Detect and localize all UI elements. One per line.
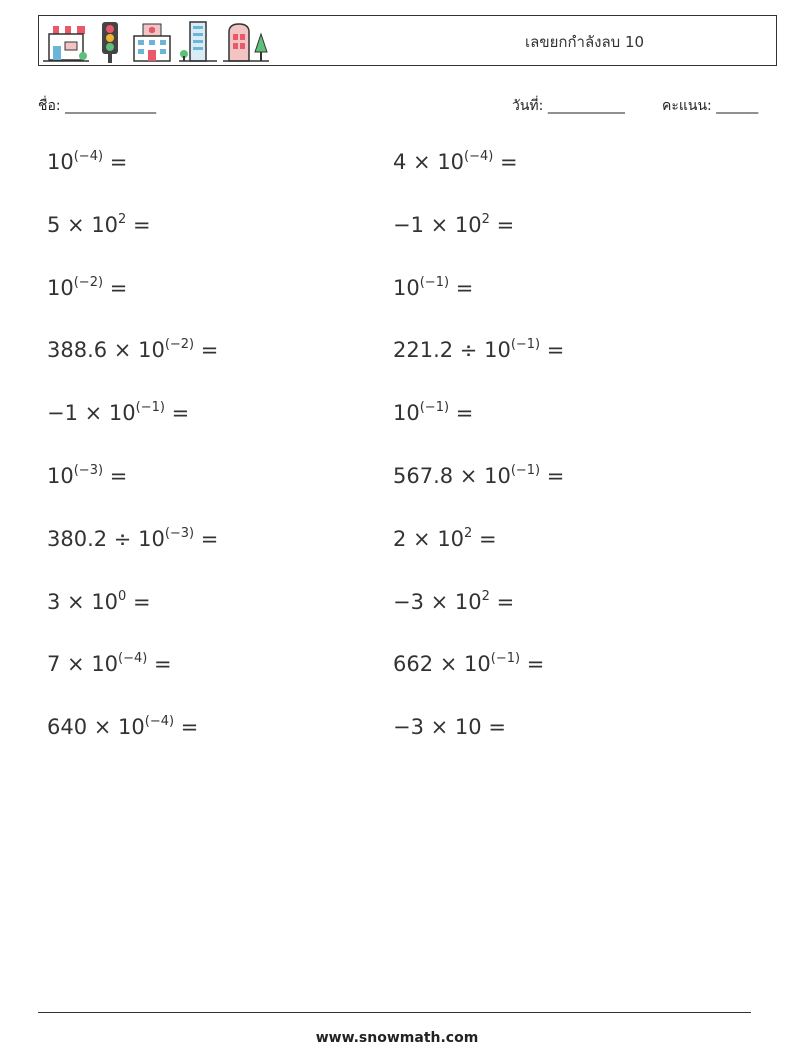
problem-base: 10 xyxy=(118,715,145,739)
equals-sign: = xyxy=(126,213,151,237)
problem-base: 10 xyxy=(484,464,511,488)
equals-sign: = xyxy=(472,527,497,551)
equals-sign: = xyxy=(194,527,219,551)
problem-exponent: (−3) xyxy=(73,463,104,478)
equals-sign: = xyxy=(164,401,190,425)
problem-base: 10 xyxy=(454,213,482,237)
equals-sign: = xyxy=(489,590,515,614)
problem-left-6 xyxy=(47,464,127,488)
problem-exponent: (−1) xyxy=(419,275,450,290)
problem-right-1 xyxy=(393,150,518,174)
equals-sign: = xyxy=(520,652,545,676)
problem-base: 10 xyxy=(393,401,420,425)
problem-right-8 xyxy=(393,590,514,614)
problem-coefficient: 3 × xyxy=(47,590,92,614)
equals-sign: = xyxy=(481,715,506,739)
problem-base: 10 xyxy=(47,464,74,488)
problem-left-1 xyxy=(47,150,127,174)
problem-exponent: (−4) xyxy=(73,149,104,164)
problem-base: 10 xyxy=(47,150,74,174)
problem-left-7 xyxy=(47,527,218,551)
problem-base: 10 xyxy=(138,527,165,551)
problem-right-4 xyxy=(393,338,564,362)
problem-exponent: (−3) xyxy=(164,526,195,541)
problem-exponent: (−4) xyxy=(118,651,148,666)
date-field: วันที่: ___________ xyxy=(512,98,625,114)
problem-coefficient: −3 × xyxy=(393,715,455,739)
shop-icon xyxy=(43,20,89,64)
worksheet-title: เลขยกกำลังลบ 10 xyxy=(525,33,645,51)
equals-sign: = xyxy=(147,652,172,676)
problem-left-8 xyxy=(47,590,151,614)
equals-sign: = xyxy=(103,276,128,300)
equals-sign: = xyxy=(540,338,565,362)
problem-exponent: 0 xyxy=(118,589,127,604)
name-field: ชื่อ: _____________ xyxy=(38,98,157,114)
problem-coefficient: −3 × xyxy=(393,590,455,614)
footer-url: www.snowmath.com xyxy=(315,1030,479,1046)
equals-sign: = xyxy=(449,401,474,425)
problem-exponent: 2 xyxy=(118,212,127,227)
problem-exponent: 2 xyxy=(464,526,473,541)
problem-base: 10 xyxy=(91,213,119,237)
hospital-icon xyxy=(131,20,173,64)
problem-coefficient: 388.6 × xyxy=(47,338,139,362)
problem-exponent: (−4) xyxy=(464,149,494,164)
problem-coefficient: 7 × xyxy=(47,652,92,676)
problem-base: 10 xyxy=(108,401,136,425)
problem-right-9 xyxy=(393,652,544,676)
traffic-light-icon xyxy=(95,20,125,64)
problem-right-2 xyxy=(393,213,514,237)
equals-sign: = xyxy=(103,150,128,174)
problem-base: 10 xyxy=(437,150,465,174)
problem-right-3 xyxy=(393,276,473,300)
problem-base: 10 xyxy=(484,338,511,362)
equals-sign: = xyxy=(489,213,515,237)
phone-booth-icon xyxy=(223,20,269,64)
problem-left-10 xyxy=(47,715,198,739)
problem-base: 10 xyxy=(454,590,482,614)
header-icons xyxy=(43,18,269,64)
problem-exponent: 2 xyxy=(481,589,490,604)
problem-exponent: (−2) xyxy=(73,275,104,290)
office-tower-icon xyxy=(179,20,217,64)
score-field: คะแนน: ______ xyxy=(662,98,759,114)
problem-base: 10 xyxy=(91,590,119,614)
problem-base: 10 xyxy=(454,715,482,739)
equals-sign: = xyxy=(449,276,474,300)
problem-exponent: (−1) xyxy=(135,400,165,415)
problem-base: 10 xyxy=(91,652,119,676)
problem-coefficient: 567.8 × xyxy=(393,464,485,488)
problem-coefficient: −1 × xyxy=(47,401,109,425)
problem-coefficient: 5 × xyxy=(47,213,92,237)
problem-right-6 xyxy=(393,464,564,488)
problem-coefficient: 380.2 ÷ xyxy=(47,527,139,551)
problem-exponent: (−1) xyxy=(510,463,541,478)
problem-exponent: (−1) xyxy=(510,337,541,352)
problem-left-3 xyxy=(47,276,127,300)
problem-base: 10 xyxy=(464,652,491,676)
problem-base: 10 xyxy=(138,338,165,362)
problem-coefficient: 221.2 ÷ xyxy=(393,338,485,362)
problem-exponent: (−1) xyxy=(490,651,521,666)
problem-coefficient: 4 × xyxy=(393,150,438,174)
equals-sign: = xyxy=(174,715,199,739)
equals-sign: = xyxy=(540,464,565,488)
problem-base: 10 xyxy=(393,276,420,300)
problem-left-4 xyxy=(47,338,218,362)
problem-coefficient: 662 × xyxy=(393,652,465,676)
equals-sign: = xyxy=(103,464,128,488)
problem-right-10 xyxy=(393,715,506,739)
problem-right-5 xyxy=(393,401,473,425)
problem-left-9 xyxy=(47,652,172,676)
problem-exponent: 2 xyxy=(481,212,490,227)
problem-base: 10 xyxy=(47,276,74,300)
problem-coefficient: −1 × xyxy=(393,213,455,237)
problem-left-5 xyxy=(47,401,189,425)
problem-left-2 xyxy=(47,213,151,237)
problem-right-7 xyxy=(393,527,497,551)
worksheet-header xyxy=(38,15,777,66)
problem-exponent: (−4) xyxy=(144,714,175,729)
problem-base: 10 xyxy=(437,527,465,551)
equals-sign: = xyxy=(493,150,518,174)
problem-coefficient: 2 × xyxy=(393,527,438,551)
equals-sign: = xyxy=(126,590,151,614)
problem-coefficient: 640 × xyxy=(47,715,119,739)
footer-divider xyxy=(38,1012,751,1013)
equals-sign: = xyxy=(194,338,219,362)
problem-exponent: (−2) xyxy=(164,337,195,352)
problem-exponent: (−1) xyxy=(419,400,450,415)
